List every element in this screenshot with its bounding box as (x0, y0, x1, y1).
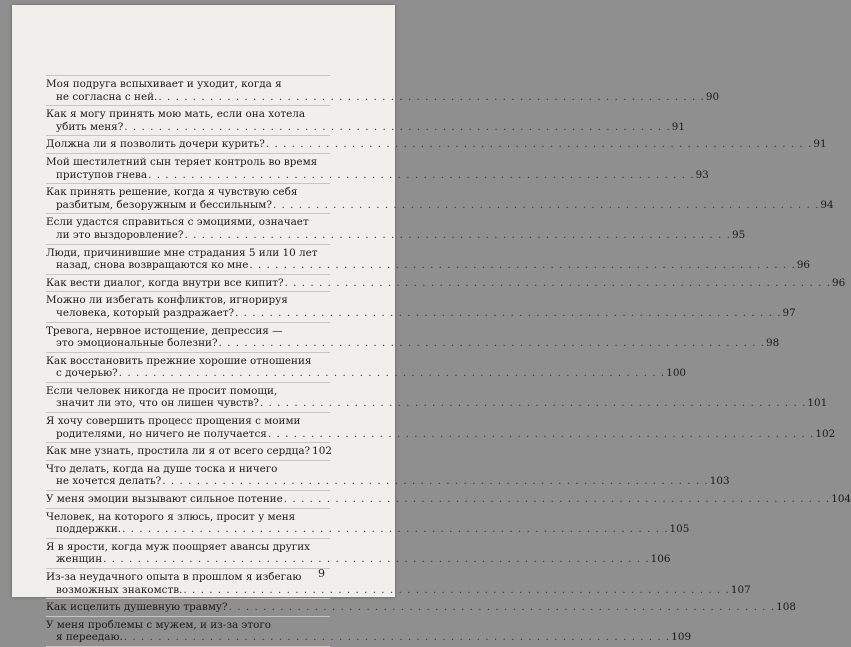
toc-entry-line: человека, который раздражает? (56, 306, 235, 319)
toc-entry-page: 103 (709, 475, 730, 488)
toc-entry-line: значит ли это, что он лишен чувств? (56, 397, 259, 410)
toc-entry-last-line (46, 475, 730, 488)
toc-entry-last-line (46, 259, 811, 272)
toc-entry (46, 75, 720, 106)
toc-entry-line: это эмоциональные болезни? (56, 337, 218, 350)
toc-entry-line: ли это выздоровление? (56, 228, 184, 241)
toc-entry-page: 108 (776, 601, 796, 614)
toc-entry (46, 106, 685, 136)
toc-entry-last-line (46, 523, 690, 536)
toc-entry-line: Из-за неудачного опыта в прошлом я избегаю (46, 571, 302, 583)
dot-leader: . . . . . . . . . . . . . . . . . . . . . . . . . . . . . . . . . . . . . . . . . . . . . . . . . . . . . . . . . . . . . . . . (265, 138, 813, 151)
toc-entry-line: Можно ли избегать конфликтов, игнорируя (46, 294, 288, 307)
page-number: 9 (318, 567, 325, 580)
toc-entry-line: Если удастся справиться с эмоциями, означает (46, 216, 309, 229)
toc-entry-page: 106 (650, 553, 671, 566)
dot-leader: . . . . . . . . . . . . . . . . . . . . . . . . . . . . . . . . . . . . . . . . . . . . . . . . . . . . . . . . . . . . . . . . (158, 90, 705, 103)
toc-entry (46, 245, 811, 275)
toc-entry-page: 109 (671, 631, 692, 644)
dot-leader: . . . . . . . . . . . . . . . . . . . . . . . . . . . . . . . . . . . . . . . . . . . . . . . . . . . . . . . . . . . . . . . . (124, 120, 671, 133)
toc-entry-page: 100 (666, 367, 687, 380)
toc-entry-line: поддержки. (56, 523, 122, 536)
toc-entry-page: 91 (813, 138, 827, 151)
toc-entry (46, 292, 796, 322)
dot-leader: . . . . . . . . . . . . . . . . . . . . . . . . . . . . . . . . . . . . . . . . . . . . . . . . . . . . . . . . . . . . . . . . (118, 367, 666, 380)
toc-entry-line: с дочерью? (56, 367, 118, 380)
toc-entry (46, 569, 751, 599)
dot-leader: . . . . . . . . . . . . . . . . . . . . . . . . . . . . . . . . . . . . . . . . . . . . . . . . . . . . . . . . . . . . . . . . (283, 493, 831, 506)
toc-entry-last-line (46, 397, 828, 410)
toc-entry-page: 102 (815, 427, 836, 440)
toc-entry-page: 97 (782, 306, 796, 319)
toc-entry-line: Я в ярости, когда муж поощряет авансы других (46, 540, 311, 553)
toc-entry-last-line (46, 601, 796, 614)
toc-entry-line: Люди, причинившие мне страдания 5 или 10 лет (46, 246, 318, 259)
toc-entry-page: 104 (831, 493, 851, 506)
toc-entry-line: Как восстановить прежние хорошие отношения (46, 354, 312, 367)
toc-entry (46, 214, 746, 244)
toc-entry (46, 443, 330, 461)
toc-entry-line: родителями, но ничего не получается (56, 427, 267, 440)
dot-leader: . . . . . . . . . . . . . . . . . . . . . . . . . . . . . . . . . . . . . . . . . . . . . . . . . . . . . . . . . . . . . . . . (218, 337, 765, 350)
toc-entry-page: 93 (695, 168, 709, 181)
toc-entry (46, 275, 846, 293)
toc-entry-last-line (46, 493, 851, 506)
toc-entry-page: 91 (671, 120, 685, 133)
toc-entry-page: 96 (832, 276, 846, 289)
toc-entry-line: Мой шестилетний сын теряет контроль во время (46, 155, 318, 168)
toc-entry-page: 96 (796, 259, 811, 272)
dot-leader: . . . . . . . . . . . . . . . . . . . . . . . . . . . . . . . . . . . . . . . . . . . . . . . . . . . . . . . . . . . . . . . . (123, 631, 671, 644)
toc-entry-line: женщин (56, 553, 103, 566)
toc-entry-line: Как мне узнать, простила ли я от всего сердца? (46, 445, 311, 458)
toc-entry-last-line (46, 228, 746, 242)
toc-entry-line: разбитым, безоружным и бессильным? (56, 198, 272, 211)
toc-entry-line: Моя подруга вспыхивает и уходит, когда я (46, 78, 282, 90)
toc-entry (46, 353, 687, 383)
toc-entry (46, 136, 827, 154)
toc-entry (46, 599, 796, 617)
toc-entry-line: Тревога, нервное истощение, депрессия — (46, 324, 283, 337)
toc-entry-line: я переедаю. (56, 631, 123, 644)
toc-entry-last-line (46, 138, 827, 151)
toc-entry-last-line (46, 120, 685, 134)
toc-entry-line: Как я могу принять мою мать, если она хотела (46, 108, 306, 121)
toc-entry-line: Что делать, когда на душе тоска и ничего (46, 462, 278, 475)
toc-entry-page: 107 (730, 583, 751, 596)
toc-entry-last-line (46, 631, 692, 644)
toc-entry-page: 98 (766, 337, 780, 350)
toc-entry (46, 184, 834, 214)
dot-leader: . . . . . . . . . . . . . . . . . . . . . . . . . . . . . . . . . . . . . . . . . . . . . . . . . . . . . . . . . . . . . . . . (235, 306, 782, 319)
toc-entry-last-line (46, 583, 751, 597)
toc-entry-line: У меня эмоции вызывают сильное потение (46, 493, 283, 506)
dot-leader: . . . . . . . . . . . . . . . . . . . . . . . . . . . . . . . . . . . . . . . . . . . . . . . . . . . . . . . . . . . . . . . . (103, 553, 650, 566)
toc-entry-last-line (46, 90, 720, 104)
toc-entry-line: Если человек никогда не просит помощи, (46, 384, 278, 397)
toc-entry-page: 95 (731, 228, 746, 241)
toc-entry-line: Как вести диалог, когда внутри все кипит? (46, 276, 284, 289)
toc-entry (46, 323, 780, 353)
toc-entry-line: не согласна с ней. (56, 90, 158, 103)
dot-leader: . . . . . . . . . . . . . . . . . . . . . . . . . . . . . . . . . . . . . . . . . . . . . . . . . . . . . . . . . . . . . . . . (148, 168, 695, 181)
toc-entry-last-line (46, 168, 709, 182)
toc-entry-page: 90 (705, 90, 720, 103)
toc-entry-line: убить меня? (56, 120, 124, 133)
dot-leader: . . . . . . . . . . . . . . . . . . . . . . . . . . . . . . . . . . . . . . . . . . . . . . . . . . . . . . . . . . . . . . . . (267, 427, 815, 440)
toc-entry-last-line (46, 306, 796, 320)
toc-entry-page: 94 (820, 198, 834, 211)
toc-entry-line: Как исцелить душевную травму? (46, 601, 228, 614)
toc-entry (46, 461, 730, 491)
toc-entry-last-line (46, 276, 846, 290)
table-of-contents (46, 75, 851, 647)
toc-entry-last-line (46, 553, 671, 566)
dot-leader: . . . . . . . . . . . . . . . . . . . . . . . . . . . . . . . . . . . . . . . . . . . . . . . . . . . . . . . . . . . . . . . . (259, 397, 807, 410)
toc-entry (46, 413, 836, 443)
toc-entry (46, 509, 690, 539)
dot-leader: . . . . . . . . . . . . . . . . . . . . . . . . . . . . . . . . . . . . . . . . . . . . . . . . . . . . . . . . . . . . . . . . (284, 276, 832, 289)
toc-entry (46, 154, 709, 184)
dot-leader: . . . . . . . . . . . . . . . . . . . . . . . . . . . . . . . . . . . . . . . . . . . . . . . . . . . . . . . . . . . . . . . . (228, 601, 776, 614)
toc-entry (46, 617, 692, 647)
toc-entry-last-line (46, 367, 687, 380)
toc-entry-last-line (46, 337, 780, 350)
toc-entry-line: Должна ли я позволить дочери курить? (46, 138, 265, 151)
toc-entry (46, 539, 671, 569)
book-page (12, 5, 851, 644)
toc-entry-last-line (46, 445, 330, 458)
toc-entry-page: 105 (669, 523, 690, 536)
toc-entry-line: Как принять решение, когда я чувствую себя (46, 186, 298, 199)
toc-entry-page: 101 (807, 397, 828, 410)
dot-leader: . . . . . . . . . . . . . . . . . . . . . . . . . . . . . . . . . . . . . . . . . . . . . . . . . . . . . . . . . . . . . . . . (272, 198, 820, 211)
dot-leader: . . . . . . . . . . . . . . . . . . . . . . . . . . . . . . . . . . . . . . . . . . . . . . . . . . . . . . . . . . . . . . . . (183, 583, 730, 596)
toc-entry-line: Человек, на которого я злюсь, просит у меня (46, 510, 296, 523)
toc-entry-line: У меня проблемы с мужем, и из-за этого (46, 618, 272, 631)
toc-entry-line: не хочется делать? (56, 475, 162, 488)
toc-entry-page: 102 (312, 445, 332, 458)
toc-entry-line: возможных знакомств. (56, 583, 183, 596)
toc-entry-last-line (46, 198, 834, 212)
toc-entry-line: Я хочу совершить процесс прощения с моими (46, 415, 301, 428)
dot-leader: . . . . . . . . . . . . . . . . . . . . . . . . . . . . . . . . . . . . . . . . . . . . . . . . . . . . . . . . . . . . . . . . (162, 475, 709, 488)
toc-entry-line: приступов гнева (56, 168, 148, 181)
toc-entry-last-line (46, 427, 836, 441)
toc-entry (46, 491, 851, 509)
dot-leader: . . . . . . . . . . . . . . . . . . . . . . . . . . . . . . . . . . . . . . . . . . . . . . . . . . . . . . . . . . . . . . . . (184, 228, 731, 241)
toc-entry-line: назад, снова возвращаются ко мне (56, 259, 249, 272)
dot-leader: . . . . . . . . . . . . . . . . . . . . . . . . . . . . . . . . . . . . . . . . . . . . . . . . . . . . . . . . . . . . . . . . (249, 259, 796, 272)
toc-entry (46, 383, 828, 413)
dot-leader: . . . . . . . . . . . . . . . . . . . . . . . . . . . . . . . . . . . . . . . . . . . . . . . . . . . . . . . . . . . . . . . . (122, 523, 669, 536)
